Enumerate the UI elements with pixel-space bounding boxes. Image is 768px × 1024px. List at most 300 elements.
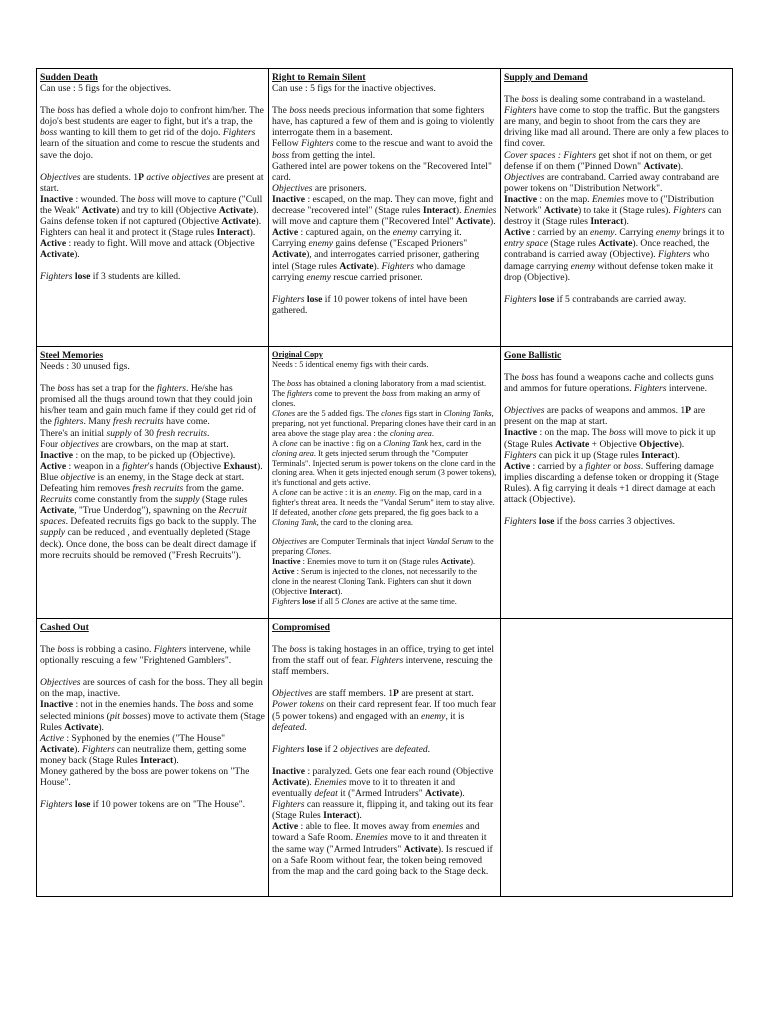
paragraph-gap: [40, 161, 265, 172]
card-sudden-death: [37, 69, 269, 347]
text-run: ).: [337, 586, 343, 596]
italic-text: boss: [57, 383, 75, 395]
text-run: are students. 1: [80, 171, 139, 183]
bold-text: Interact: [309, 586, 338, 596]
paragraph-gap: [40, 372, 265, 383]
text-run: ).: [356, 810, 362, 822]
italic-text: Enemies: [314, 776, 347, 788]
text-run: can destroy it (Stage rules: [504, 205, 722, 228]
italic-text: supply: [174, 494, 200, 506]
text-run: The: [504, 372, 522, 384]
italic-text: Cloning Tank: [272, 518, 317, 528]
italic-text: boss: [272, 149, 290, 161]
text-run: can reassure it, flipping it, and taking out its fear (Stage Rules: [272, 799, 494, 822]
text-run: . Suffering damage implies discarding a defense token or dropping it (Stage Rules). A fig carrying it deals +1 direct damage at each attack (Objective).: [504, 460, 719, 506]
italic-text: Clones: [272, 408, 296, 418]
italic-text: objective: [60, 471, 96, 483]
bold-text: Inactive: [272, 557, 301, 567]
card-paragraph: [272, 83, 497, 94]
text-run: ).: [74, 249, 80, 261]
paragraph-gap: [40, 633, 265, 644]
bold-text: P: [138, 171, 144, 183]
paragraph-gap: [272, 677, 497, 688]
bold-text: Activate: [339, 260, 374, 272]
bold-text: lose: [538, 516, 555, 528]
bold-text: Activate: [555, 438, 590, 450]
text-run: are sources of cash for the boss. They all begin on the map, inactive.: [40, 677, 263, 700]
text-run: can be active : it is an: [297, 488, 374, 498]
italic-text: boss: [57, 644, 75, 656]
italic-text: supply: [106, 427, 132, 439]
text-run: can pick it up (Stage rules: [536, 449, 642, 461]
italic-text: Cloning Tank: [383, 438, 428, 448]
italic-text: defeated: [395, 743, 428, 755]
card-paragraph: [40, 428, 265, 439]
text-run: ).: [455, 205, 464, 217]
text-run: .: [304, 721, 307, 733]
card-paragraph: [272, 744, 497, 755]
italic-text: boss: [579, 516, 597, 528]
bold-text: Activate: [425, 788, 460, 800]
grid-row-2: [37, 347, 733, 619]
text-run: gets prepared, the fig goes back to a: [356, 508, 479, 518]
italic-text: Cover spaces : Fighters: [504, 149, 596, 161]
text-run: it ("Armed Intruders": [337, 788, 426, 800]
text-run: : wounded. The: [73, 193, 138, 205]
text-run: is taking hostages in an office, trying to get intel from the staff out of fear.: [272, 644, 495, 667]
italic-text: boss: [521, 94, 539, 106]
italic-text: Power tokens: [272, 699, 324, 711]
italic-text: Fighters: [504, 449, 537, 461]
italic-text: Objectives: [272, 537, 308, 547]
text-run: .: [328, 547, 332, 557]
text-run: ).: [98, 721, 104, 733]
bold-text: Activate: [643, 160, 678, 172]
bold-text: Interact: [422, 205, 456, 217]
text-run: ).: [249, 227, 256, 239]
text-run: Fellow: [272, 138, 302, 150]
card-title: Original Copy: [272, 350, 323, 359]
text-run: are prisoners.: [312, 182, 367, 194]
card-paragraph: [40, 361, 265, 372]
card-paragraph: [40, 472, 265, 561]
bold-text: Activate: [40, 249, 75, 261]
text-run: wanting to kill them to get rid of the dojo.: [57, 127, 223, 139]
bold-text: Activate: [218, 204, 253, 216]
italic-text: Objectives: [272, 182, 313, 194]
bold-text: Interact: [590, 216, 624, 228]
card-paragraph: [272, 161, 497, 183]
italic-text: boss: [40, 127, 58, 139]
card-paragraph: [272, 644, 497, 677]
text-run: from the game.: [183, 483, 244, 495]
card-title: Supply and Demand: [504, 72, 588, 83]
text-run: ).: [74, 743, 83, 755]
bold-text: Inactive: [272, 765, 306, 777]
text-run: have come.: [163, 416, 210, 428]
text-run: intervene, while optionally rescuing a few "Frightened Gamblers".: [40, 644, 251, 667]
paragraph-gap: [272, 733, 497, 744]
text-run: ) and try to kill (Objective: [115, 204, 219, 216]
card-right-to-remain-silent: [269, 69, 501, 347]
card-title: Sudden Death: [40, 72, 98, 83]
italic-text: Fighters: [504, 293, 537, 305]
text-run: . Carrying: [614, 227, 656, 239]
card-paragraph: [40, 238, 265, 260]
card-title: Right to Remain Silent: [272, 72, 366, 83]
text-run: if 5 contrabands are carried away.: [554, 293, 687, 305]
text-run: and some selected minions (: [40, 699, 254, 722]
card-paragraph: [272, 183, 497, 194]
text-run: Can use : 5 figs for the inactive objectives.: [272, 83, 436, 95]
text-run: is dealing some contraband in a wasteland.: [538, 94, 706, 106]
text-run: who damage carrying: [504, 249, 710, 272]
card-paragraph: [40, 699, 265, 732]
text-run: from getting the intel.: [289, 149, 376, 161]
italic-text: cloning area: [272, 448, 314, 458]
text-run: : able to flee. It moves away from: [298, 821, 433, 833]
text-run: has found a weapons cache and collects guns and ammos for future operations.: [504, 372, 714, 395]
text-run: Blue: [40, 471, 61, 483]
text-run: ).: [677, 160, 684, 172]
card-paragraph: [504, 450, 729, 461]
text-run: . Many: [83, 416, 114, 428]
italic-text: Enemies: [591, 193, 625, 205]
grid-row-3: [37, 619, 733, 897]
italic-text: clone: [279, 438, 298, 448]
text-run: Needs : 30 unused figs.: [40, 361, 130, 373]
italic-text: Recruit spaces: [40, 505, 247, 528]
text-run: ).: [678, 438, 685, 450]
text-run: ).: [674, 449, 680, 461]
text-run: needs precious information that some fighters have, has captured a few of them and is going to violently interrogate them in a basement.: [272, 105, 495, 139]
text-run: are contraband. Carried away contraband are power tokens on "Distribution Network".: [504, 171, 719, 194]
card-paragraph: [40, 461, 265, 472]
card-paragraph: [504, 461, 729, 505]
text-run: ).: [459, 788, 465, 800]
text-run: hex, card in the: [427, 438, 482, 448]
text-run: (Stage rules: [547, 238, 599, 250]
italic-text: cloning area: [389, 428, 432, 438]
card-paragraph: [504, 427, 729, 449]
text-run: ) move to activate them (Stage Rules: [40, 710, 265, 733]
paragraph-gap: [272, 283, 497, 294]
italic-text: Fighters: [222, 127, 256, 139]
text-run: Gathered intel are power tokens on the "Recovered Intel" card.: [272, 160, 492, 183]
text-run: ).: [173, 754, 179, 766]
italic-text: boss: [609, 427, 627, 439]
text-run: ).: [257, 460, 263, 472]
paragraph-gap: [40, 788, 265, 799]
bold-text: Activate: [543, 205, 578, 217]
italic-text: fresh recruits: [113, 416, 164, 428]
card-steel-memories: [37, 347, 269, 619]
text-run: or: [610, 460, 624, 472]
card-paragraph: [272, 294, 497, 316]
text-run: are staff members. 1: [312, 688, 394, 700]
text-run: are present at start.: [40, 171, 264, 194]
text-run: The: [504, 94, 522, 106]
card-paragraph: [504, 94, 729, 149]
text-run: are packs of weapons and ammos. 1: [544, 405, 686, 417]
card-paragraph: [40, 271, 265, 282]
italic-text: enemy: [655, 227, 681, 239]
text-run: will move to pick it up (Stage Rules: [504, 427, 716, 450]
card-paragraph: [272, 138, 497, 160]
card-paragraph: [40, 677, 265, 699]
italic-text: active objectives: [146, 171, 211, 183]
card-paragraph: [272, 488, 497, 528]
italic-text: defeated: [272, 721, 305, 733]
text-run: A: [272, 438, 280, 448]
text-run: are the 5 added figs. The: [295, 408, 382, 418]
text-run: come to prevent the: [312, 388, 383, 398]
text-run: The: [272, 378, 287, 388]
text-run: .: [427, 743, 431, 755]
italic-text: objectives: [60, 438, 99, 450]
bold-text: Activate: [440, 557, 471, 567]
text-run: has obtained a cloning laboratory from a mad scientist. The: [272, 378, 487, 398]
text-run: are present at start.: [398, 688, 474, 700]
text-run: are active at the same time.: [364, 596, 457, 606]
italic-text: boss: [286, 378, 302, 388]
text-run: get shot if not on them, or get defense if on them ("Pinned Down": [504, 149, 712, 172]
bold-text: Inactive: [40, 193, 74, 205]
italic-text: Objectives: [504, 405, 545, 417]
italic-text: Fighters: [657, 249, 691, 261]
text-run: ).: [490, 216, 496, 228]
text-run: is an enemy, in the Stage deck at start. Defeating him removes: [40, 471, 244, 495]
italic-text: Fighters: [272, 799, 305, 811]
italic-text: fighter: [585, 460, 611, 472]
italic-text: enemies: [432, 821, 464, 833]
italic-text: enemy: [392, 227, 418, 239]
text-run: The: [40, 105, 58, 117]
card-paragraph: [272, 439, 497, 489]
italic-text: enemy: [308, 238, 334, 250]
paragraph-gap: [272, 528, 497, 537]
italic-text: Clones: [341, 596, 365, 606]
paragraph-gap: [504, 361, 729, 372]
italic-text: boss: [289, 105, 307, 117]
italic-text: Fighters: [40, 799, 73, 811]
bold-text: Activate: [403, 843, 438, 855]
italic-text: Active: [40, 732, 64, 744]
text-run: + Objective: [589, 438, 640, 450]
card-paragraph: [272, 227, 497, 282]
card-paragraph: [40, 799, 265, 810]
text-run: : on the map.: [537, 193, 592, 205]
text-run: ). Once reached, the contraband is carried away (Objective).: [504, 238, 710, 261]
bold-text: Interact: [140, 754, 174, 766]
text-run: : captured again, on the: [298, 227, 393, 239]
paragraph-gap: [272, 370, 497, 379]
text-run: A: [272, 488, 280, 498]
card-paragraph: [40, 383, 265, 427]
paragraph-gap: [272, 94, 497, 105]
bold-text: lose: [306, 743, 323, 755]
text-run: move to it and threaten it the same way ("Armed Intruders": [272, 832, 487, 855]
card-paragraph: [272, 699, 497, 732]
card-paragraph: [272, 409, 497, 439]
grid-row-1: [37, 69, 733, 347]
italic-text: Vandal Serum: [426, 537, 473, 547]
bold-text: Inactive: [40, 699, 74, 711]
text-run: are present on the map at start.: [504, 405, 706, 428]
paragraph-gap: [272, 755, 497, 766]
text-run: gains defense ("Escaped Prioners": [333, 238, 468, 250]
italic-text: fighters: [156, 383, 187, 395]
italic-text: Objectives: [504, 171, 545, 183]
italic-text: boss: [623, 460, 641, 472]
card-paragraph: [504, 294, 729, 305]
italic-text: boss: [137, 193, 155, 205]
card-cashed-out: [37, 619, 269, 897]
text-run: can neutralize them, getting some money back (Stage Rules: [40, 743, 247, 766]
card-paragraph: [272, 194, 497, 227]
card-empty: [501, 619, 733, 897]
text-run: carrying it. Carrying: [272, 227, 462, 250]
italic-text: enemy: [306, 271, 331, 283]
text-run: : on the map. The: [537, 427, 610, 439]
text-run: ). Fighters can heal it and protect it (Stage rules: [40, 216, 262, 239]
text-run: : Syphoned by the enemies ("The House": [63, 732, 226, 744]
text-run: come constantly from the: [71, 494, 175, 506]
italic-text: Enemies: [355, 832, 388, 844]
italic-text: enemy: [373, 488, 395, 498]
text-run: move to it to threaten it and eventually: [272, 776, 456, 800]
italic-text: fresh recruits: [132, 483, 184, 495]
text-run: has set a trap for the: [74, 383, 157, 395]
italic-text: entry space: [504, 238, 548, 250]
paragraph-gap: [40, 94, 265, 105]
card-title: Steel Memories: [40, 350, 104, 361]
card-paragraph: [272, 557, 497, 567]
card-paragraph: [40, 766, 265, 788]
text-run: : escaped, on the map. They can move, fight and decrease "recovered intel" (Stage rules: [272, 193, 494, 217]
italic-text: Objectives: [272, 688, 313, 700]
bold-text: Objective: [639, 438, 679, 450]
bold-text: Active: [272, 567, 295, 577]
text-run: , the card to the cloning area.: [316, 518, 413, 528]
text-run: , preparing, not yet functional. Preparing clones have their card in an area above the stage play area : the: [272, 408, 496, 438]
card-paragraph: [504, 516, 729, 527]
paragraph-gap: [504, 83, 729, 94]
text-run: : ready to fight. Will move and attack (Objective: [66, 238, 255, 250]
card-paragraph: [504, 372, 729, 394]
bold-text: Active: [272, 821, 299, 833]
text-run: are crowbars, on the map at start.: [98, 438, 229, 450]
card-paragraph: [40, 644, 265, 666]
italic-text: Cloning Tanks: [443, 408, 492, 418]
text-run: move to ("Distribution Network": [504, 193, 714, 217]
text-run: can be reduced , and eventually depleted (Stage deck). Once done, the boss can be dealt direct damage if more recruits should be removed ("Fresh Recruits").: [40, 527, 257, 561]
italic-text: Fighters: [504, 105, 537, 117]
text-run: , "True Underdog"), spawning on the: [74, 505, 219, 517]
italic-text: Recruits: [40, 494, 72, 506]
paragraph-gap: [272, 633, 497, 644]
italic-text: Fighters: [673, 205, 706, 217]
card-title: Cashed Out: [40, 622, 89, 633]
italic-text: enemy: [570, 260, 596, 272]
card-paragraph: [40, 733, 265, 766]
text-run: Money gathered by the boss are power tokens on "The House".: [40, 766, 250, 789]
italic-text: defeat: [314, 788, 338, 800]
card-paragraph: [504, 150, 729, 172]
text-run: if all 5: [315, 596, 342, 606]
italic-text: boss: [289, 644, 307, 656]
bold-text: Interact: [323, 810, 357, 822]
text-run: brings it to: [680, 227, 725, 239]
italic-text: Fighters: [370, 655, 404, 667]
bold-text: Activate: [64, 721, 99, 733]
bold-text: lose: [306, 293, 323, 305]
card-paragraph: [272, 766, 497, 821]
italic-text: Objectives: [40, 677, 81, 689]
text-run: .: [207, 427, 210, 439]
text-run: if the: [554, 516, 580, 528]
text-run: without defense token make it drop (Objective).: [504, 260, 714, 283]
card-paragraph: [272, 821, 497, 876]
text-run: has defied a whole dojo to confront him/her. The dojo's best students are eager to fight, but it's a trap, the: [40, 105, 264, 128]
bold-text: P: [393, 688, 399, 700]
bold-text: Inactive: [40, 449, 74, 461]
text-run: : carried by an: [530, 227, 591, 239]
italic-text: Fighters: [40, 271, 73, 283]
paragraph-gap: [40, 260, 265, 271]
card-paragraph: [504, 194, 729, 227]
text-run: . Defeated recruits figs go back to the supply. The: [65, 516, 257, 528]
text-run: will move to capture ("Cull the Weak": [40, 193, 263, 216]
card-paragraph: [272, 688, 497, 699]
text-run: : paralyzed. Gets one fear each round (Objective: [305, 765, 494, 777]
text-run: : Serum is injected to the clones, not necessarily to the clone in the nearest Cloning Tank. Fighters can shut it down (Objective: [272, 567, 478, 596]
italic-text: enemy: [590, 227, 615, 239]
text-run: learn of the situation and come to rescue the students and save the dojo.: [40, 138, 260, 161]
text-run: on their card represent fear. If too much fear (5 power tokens) and engaged with an: [272, 699, 497, 722]
text-run: if 2: [322, 743, 341, 755]
card-paragraph: [40, 194, 265, 238]
italic-text: fighters: [54, 416, 84, 428]
text-run: can be inactive : fig on a: [297, 438, 384, 448]
card-paragraph: [272, 537, 497, 557]
italic-text: objectives: [340, 743, 379, 755]
text-run: come to the rescue and want to avoid the: [333, 138, 493, 150]
italic-text: fresh recruits: [156, 427, 208, 439]
bold-text: Activate: [272, 249, 307, 261]
text-run: : not in the enemies hands. The: [73, 699, 198, 711]
italic-text: fighter: [122, 460, 148, 472]
text-run: : carried by a: [530, 460, 586, 472]
text-run: carries 3 objectives.: [596, 516, 676, 528]
text-run: if 3 students are killed.: [90, 271, 181, 283]
text-run: from making an army of clones.: [272, 388, 481, 408]
italic-text: boss: [521, 372, 539, 384]
text-run: Needs : 5 identical enemy figs with their cards.: [272, 359, 429, 369]
italic-text: clones: [381, 408, 403, 418]
text-run: ).: [306, 776, 315, 788]
bold-text: Activate: [40, 743, 75, 755]
text-run: have come to stop the traffic. But the gangsters are many, and begin to shoot from the cars they are driving like mad all around. There are only a few places to find cover.: [504, 105, 729, 150]
bold-text: Activate: [81, 204, 116, 216]
bold-text: Activate: [40, 505, 75, 517]
text-run: (Stage rules: [199, 494, 248, 506]
italic-text: fighters: [286, 388, 313, 398]
text-run: if 10 power tokens of intel have been gathered.: [272, 293, 468, 316]
card-title: Gone Ballistic: [504, 350, 562, 361]
text-run: 's hands (Objective: [147, 460, 224, 472]
bold-text: Activate: [455, 216, 491, 228]
